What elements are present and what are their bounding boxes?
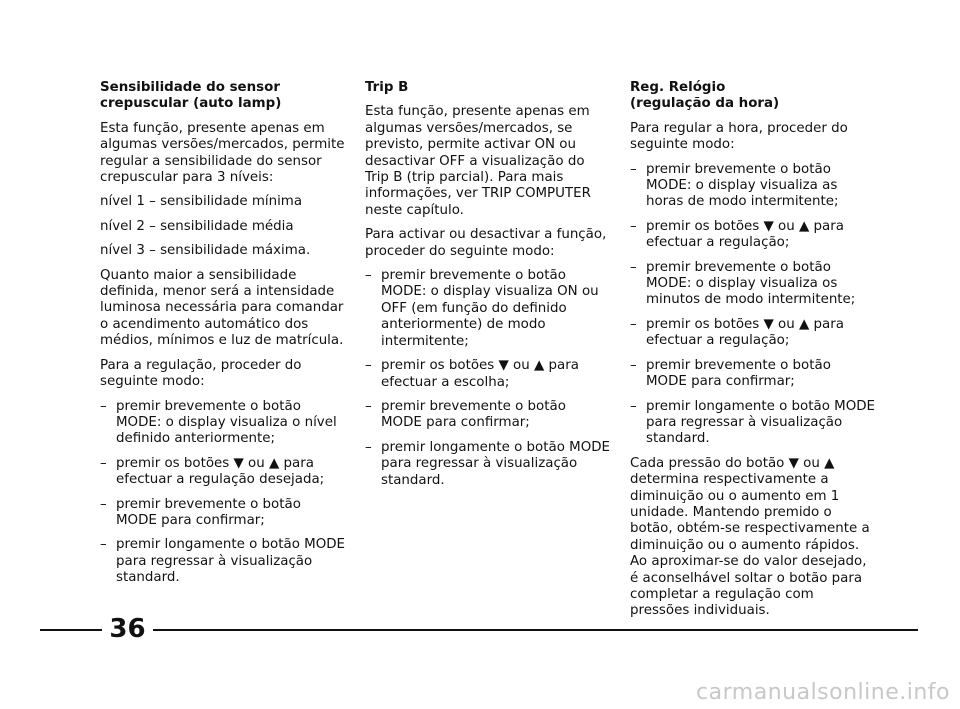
- list-item-text: premir longamente o botão MODE para regressar à visualização standard.: [381, 439, 611, 488]
- dash-bullet: –: [630, 218, 637, 234]
- list-item-text: premir os botões ▼ ou ▲ para efectuar a regulação desejada;: [116, 455, 325, 488]
- level-item: nível 3 – sensibilidade máxima.: [100, 243, 311, 259]
- dash-bullet: –: [365, 439, 372, 455]
- column-clock-setting: [630, 80, 875, 628]
- list-item: [365, 358, 610, 391]
- dash-bullet: –: [630, 398, 637, 414]
- list-item: [630, 162, 875, 211]
- paragraph-explanation: Quanto maior a sensibilidade definida, menor será a intensidade luminosa necessária para comandar o acendimento automático dos médios, mínimos e luz de matrícula.: [100, 267, 344, 349]
- paragraph-procedure-intro: Para a regulação, proceder do seguinte modo:: [100, 357, 302, 390]
- dash-bullet: –: [630, 259, 637, 275]
- list-item-text: premir brevemente o botão MODE: o display visualiza o nível definido anteriormente;: [116, 398, 337, 447]
- list-item-text: premir longamente o botão MODE para regressar à visualização standard.: [116, 537, 346, 586]
- list-item-text: premir brevemente o botão MODE para confirmar;: [381, 398, 566, 431]
- list-item-text: premir brevemente o botão MODE: o display visualiza as horas de modo intermitente;: [646, 161, 839, 210]
- dash-bullet: –: [100, 537, 107, 553]
- list-item-text: premir brevemente o botão MODE: o display visualiza os minutos de modo intermitente;: [646, 259, 856, 308]
- list-item: [365, 399, 610, 432]
- footer-rule-left: [40, 629, 102, 631]
- list-item: [630, 358, 875, 391]
- level-item: nível 1 – sensibilidade mínima: [100, 194, 303, 210]
- page-number: 36: [109, 614, 146, 644]
- paragraph-intro: Esta função, presente apenas em algumas versões/mercados, permite regular a sensibilidade do sensor crepuscular para 3 níveis:: [100, 120, 345, 186]
- list-item: [100, 537, 345, 586]
- watermark: carmanualsonline.info: [696, 680, 950, 705]
- footer-rule-right: [153, 629, 918, 631]
- list-item: [630, 260, 875, 309]
- list-item: [630, 317, 875, 350]
- dash-bullet: –: [100, 455, 107, 471]
- list-item-text: premir os botões ▼ ou ▲ para efectuar a regulação;: [646, 316, 844, 349]
- section-title-line: (regulação da hora): [630, 96, 780, 112]
- list-item: [365, 268, 610, 350]
- list-item-text: premir brevemente o botão MODE para confirmar;: [646, 357, 831, 390]
- list-item: [630, 219, 875, 252]
- paragraph-intro: Esta função, presente apenas em algumas versões/mercados, se previsto, permite activar ON ou desactivar OFF a visualização do Trip B (trip parcial). Para mais informações, ver TRIP COMPUTER neste capítulo.: [365, 104, 591, 218]
- list-item-text: premir os botões ▼ ou ▲ para efectuar a escolha;: [381, 358, 579, 390]
- dash-bullet: –: [630, 316, 637, 332]
- list-item: [630, 399, 875, 448]
- paragraph-procedure-intro: Para activar ou desactivar a função, proceder do seguinte modo:: [365, 227, 607, 259]
- paragraph-closing: Cada pressão do botão ▼ ou ▲ determina respectivamente a diminuição ou o aumento em 1 unidade. Mantendo premido o botão, obtém-se respectivamente a diminuição ou o aumento rápidos. Ao aproximar-se do valor desejado, é aconselhável soltar o botão para completar a regulação com pressões individuais.: [630, 455, 870, 619]
- list-item-text: premir os botões ▼ ou ▲ para efectuar a regulação;: [646, 218, 844, 251]
- list-item-text: premir brevemente o botão MODE: o display visualiza ON ou OFF (em função do definido anteriormente) de modo intermitente;: [381, 268, 599, 349]
- level-item: nível 2 – sensibilidade média: [100, 218, 294, 234]
- dash-bullet: –: [365, 268, 372, 284]
- list-item-text: premir longamente o botão MODE para regressar à visualização standard.: [646, 398, 876, 447]
- list-item: [100, 497, 345, 530]
- list-item: [100, 399, 345, 448]
- list-item: [365, 440, 610, 489]
- section-title-line: Reg. Relógio: [630, 80, 726, 95]
- dash-bullet: –: [365, 398, 372, 414]
- section-title-trip-b: Trip B: [365, 80, 409, 95]
- dash-bullet: –: [100, 398, 107, 414]
- dash-bullet: –: [630, 357, 637, 373]
- paragraph-intro: Para regular a hora, proceder do seguinte modo:: [630, 120, 848, 153]
- list-item: [100, 456, 345, 489]
- section-title-clock: [630, 80, 875, 113]
- column-auto-lamp: [100, 80, 345, 595]
- dash-bullet: –: [365, 358, 372, 374]
- column-trip-b: [365, 80, 610, 497]
- dash-bullet: –: [100, 496, 107, 512]
- dash-bullet: –: [630, 161, 637, 177]
- section-title-auto-lamp: Sensibilidade do sensor crepuscular (auto lamp): [100, 80, 282, 112]
- list-item-text: premir brevemente o botão MODE para confirmar;: [116, 496, 301, 528]
